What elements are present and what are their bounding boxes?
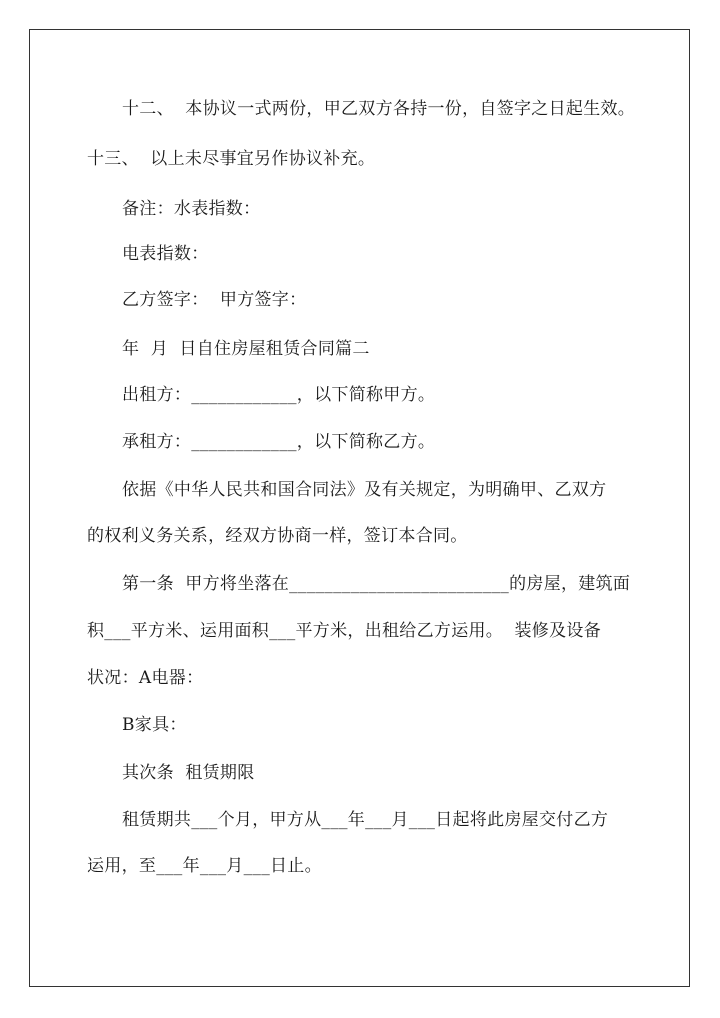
date-and-title: 年 月 日自住房屋租赁合同篇二	[122, 339, 370, 359]
page-frame	[29, 29, 690, 987]
clause-13: 十三、 以上未尽事宜另作协议补充。	[87, 149, 376, 169]
preamble-line-1: 依据《中华人民共和国合同法》及有关规定，为明确甲、乙双方	[122, 480, 607, 500]
clause-12: 十二、 本协议一式两份，甲乙双方各持一份，自签字之日起生效。	[122, 99, 636, 119]
furniture-line: B家具：	[122, 715, 187, 735]
article-1-line-2: 积___平方米、运用面积___平方米，出租给乙方运用。 装修及设备	[87, 621, 602, 641]
article-1-line-1: 第一条 甲方将坐落在_________________________的房屋，建筑面	[122, 574, 631, 594]
lease-term-line-1: 租赁期共___个月，甲方从___年___月___日起将此房屋交付乙方	[122, 810, 609, 830]
remark-water-meter: 备注：水表指数：	[122, 199, 261, 219]
lease-term-line-2: 运用，至___年___月___日止。	[87, 856, 322, 876]
lessor-line: 出租方：____________，以下简称甲方。	[122, 385, 436, 405]
signatures: 乙方签字： 甲方签字：	[122, 290, 307, 310]
lessee-line: 承租方：____________，以下简称乙方。	[122, 432, 436, 452]
preamble-line-2: 的权利义务关系，经双方协商一样，签订本合同。	[87, 526, 468, 546]
article-1-line-3: 状况：A电器：	[87, 668, 204, 688]
article-2-title: 其次条 租赁期限	[122, 763, 255, 783]
electric-meter: 电表指数：	[122, 244, 209, 264]
